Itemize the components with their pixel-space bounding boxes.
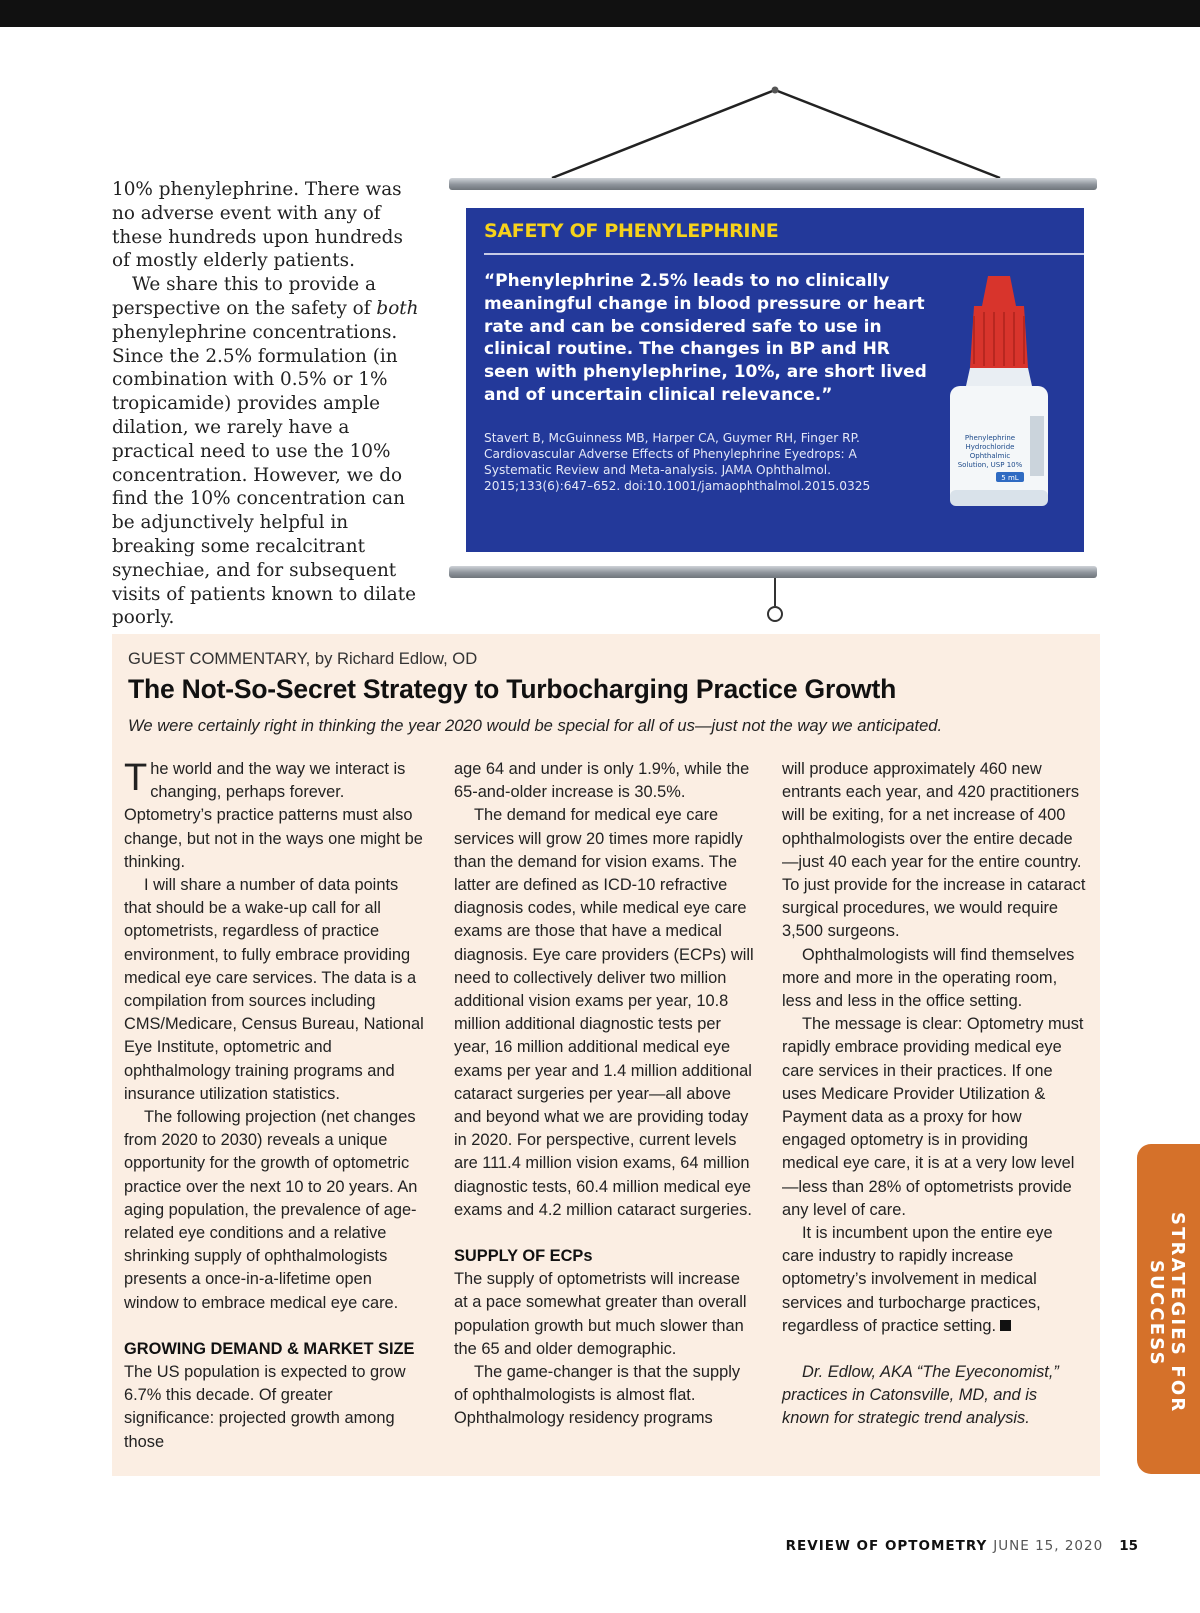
commentary-kicker: GUEST COMMENTARY, by Richard Edlow, OD xyxy=(128,649,478,668)
sidebar-citation: Stavert B, McGuinness MB, Harper CA, Guymer RH, Finger RP. Cardiovascular Adverse Effects of Phenylephrine Eyedrops: A Systematic Review and Meta-analysis. JAMA Ophthalmol. 2015;133(6):647–652. doi:10.1001/jamaophthalmol.2015.0325 xyxy=(484,431,871,493)
banner-top-roller xyxy=(449,178,1097,190)
bottle-label-text: Hydrochloride xyxy=(965,443,1015,451)
page-footer xyxy=(786,1538,1138,1554)
sidebar-quote: “Phenylephrine 2.5% leads to no clinically meaningful change in blood pressure or heart rate and can be considered safe to use in clinical routine. The changes in BP and HR seen with phenylephrine, 10%, are short lived and of uncertain clinical relevance.” xyxy=(484,271,927,405)
paragraph: I will share a number of data points that should be a wake-up call for all optometrists, regardless of practice environment, to fully embrace providing medical eye care services. The data is a compilation from sources including CMS/Medicare, Census Bureau, National Eye Institute, optometric and ophthalmology training programs and insurance utilization statistics. xyxy=(124,876,424,1103)
text-column-2 xyxy=(454,758,756,1431)
paragraph: The message is clear: Optometry must rapidly embrace providing medical eye care services in their practices. If one uses Medicare Provider Utilization & Payment data as a proxy for how engaged optometry is in providing medical eye care, it is at a very low level—less than 28% of optometrists provide any level of care. xyxy=(782,1015,1084,1219)
issue-date: JUNE 15, 2020 xyxy=(993,1538,1104,1554)
author-bio: Dr. Edlow, AKA “The Eyeconomist,” practices in Catonsville, MD, and is known for strategic trend analysis. xyxy=(782,1363,1059,1428)
section-tab-label: STRATEGIES FOR SUCCESS xyxy=(1146,1212,1188,1414)
bottle-label-text: Phenylephrine xyxy=(964,434,1016,442)
paragraph: age 64 and under is only 1.9%, while the 65-and-older increase is 30.5%. xyxy=(454,760,750,802)
commentary-deck: We were certainly right in thinking the year 2020 would be special for all of us—just not the way we anticipated. xyxy=(128,716,943,735)
paragraph: The supply of optometrists will increase at a pace somewhat greater than overall population growth but much slower than the 65 and older demographic. xyxy=(454,1270,747,1358)
paragraph: The demand for medical eye care services will grow 20 times more rapidly than the demand for vision exams. The latter are defined as ICD-10 refractive diagnosis codes, while medical eye care exams are those that have a medical diagnosis. Eye care providers (ECPs) will need to collectively deliver two million additional vision exams per year, 10.8 million additional diagnostic tests per year, 16 million additional medical eye exams per year and 1.4 million additional cataract surgeries per year—all above and beyond what we are providing today in 2020. For perspective, current levels are 111.4 million vision exams, 64 million diagnostic tests, 60.4 million medical eye exams and 4.2 million cataract surgeries. xyxy=(454,806,754,1219)
subheading: SUPPLY OF ECPs xyxy=(454,1247,593,1266)
paragraph: We share this to provide a perspective on the safety of both phenylephrine concentrations. Since the 2.5% formulation (in combination with 0.5% or 1% tropicamide) provides ample dilation, we rarely have a practical need to use the 10% concentration. However, we do find the 10% concentration can be adjunctively helpful in breaking some recalcitrant synechiae, and for subsequent visits of patients known to dilate poorly. xyxy=(112,274,419,629)
page-number: 15 xyxy=(1119,1538,1138,1554)
hanging-sidebar xyxy=(0,0,1200,640)
guest-commentary-box xyxy=(112,634,1100,1476)
publication-name: REVIEW OF OPTOMETRY xyxy=(785,1538,988,1554)
bottle-label-text: Solution, USP 10% xyxy=(957,461,1023,469)
text-column-3 xyxy=(782,758,1088,1431)
banner-bottom-roller xyxy=(449,566,1097,578)
paragraph: The following projection (net changes from 2020 to 2030) reveals a unique opportunity for the growth of optometric practice over the next 10 to 20 years. An aging population, the prevalence of age-related eye conditions and a relative shrinking supply of ophthalmologists presents a once-in-a-lifetime open window to embrace medical eye care. xyxy=(124,1108,418,1312)
paragraph: The world and the way we interact is changing, perhaps forever. Optometry’s practice patterns must also change, but not in the ways one might be thinking. xyxy=(124,757,423,871)
bottle-volume-text: 5 mL xyxy=(1001,474,1019,482)
divider xyxy=(484,253,1084,255)
sidebar-title: SAFETY OF PHENYLEPHRINE xyxy=(484,220,779,242)
commentary-headline: The Not-So-Secret Strategy to Turbocharging Practice Growth xyxy=(128,674,897,704)
paragraph: will produce approximately 460 new entrants each year, and 420 practitioners will be exiting, for a net increase of 400 ophthalmologists over the entire decade—just 40 each year for the entire country. To just provide for the increase in cataract surgical procedures, we would require 3,500 surgeons. xyxy=(782,760,1086,941)
paragraph: The US population is expected to grow 6.7% this decade. Of greater significance: projected growth among those xyxy=(124,1363,406,1451)
eyedrop-bottle-icon xyxy=(944,276,1054,511)
subheading: GROWING DEMAND & MARKET SIZE xyxy=(124,1339,415,1358)
paragraph: 10% phenylephrine. There was no adverse event with any of these hundreds upon hundreds of mostly elderly patients. xyxy=(112,179,403,272)
paragraph: It is incumbent upon the entire eye care industry to rapidly increase optometry’s involvement in medical services and turbocharge practices, regardless of practice setting. xyxy=(782,1224,1053,1335)
paragraph: The game-changer is that the supply of ophthalmologists is almost flat. Ophthalmology residency programs xyxy=(454,1363,741,1428)
drop-cap: T xyxy=(124,757,148,799)
sidebar-panel xyxy=(466,208,1084,552)
end-mark-icon xyxy=(1000,1320,1011,1331)
paragraph: Ophthalmologists will find themselves more and more in the operating room, less and less in the office setting. xyxy=(782,945,1075,1011)
bottle-label-text: Ophthalmic xyxy=(969,452,1011,460)
text-column-1 xyxy=(124,758,424,1454)
